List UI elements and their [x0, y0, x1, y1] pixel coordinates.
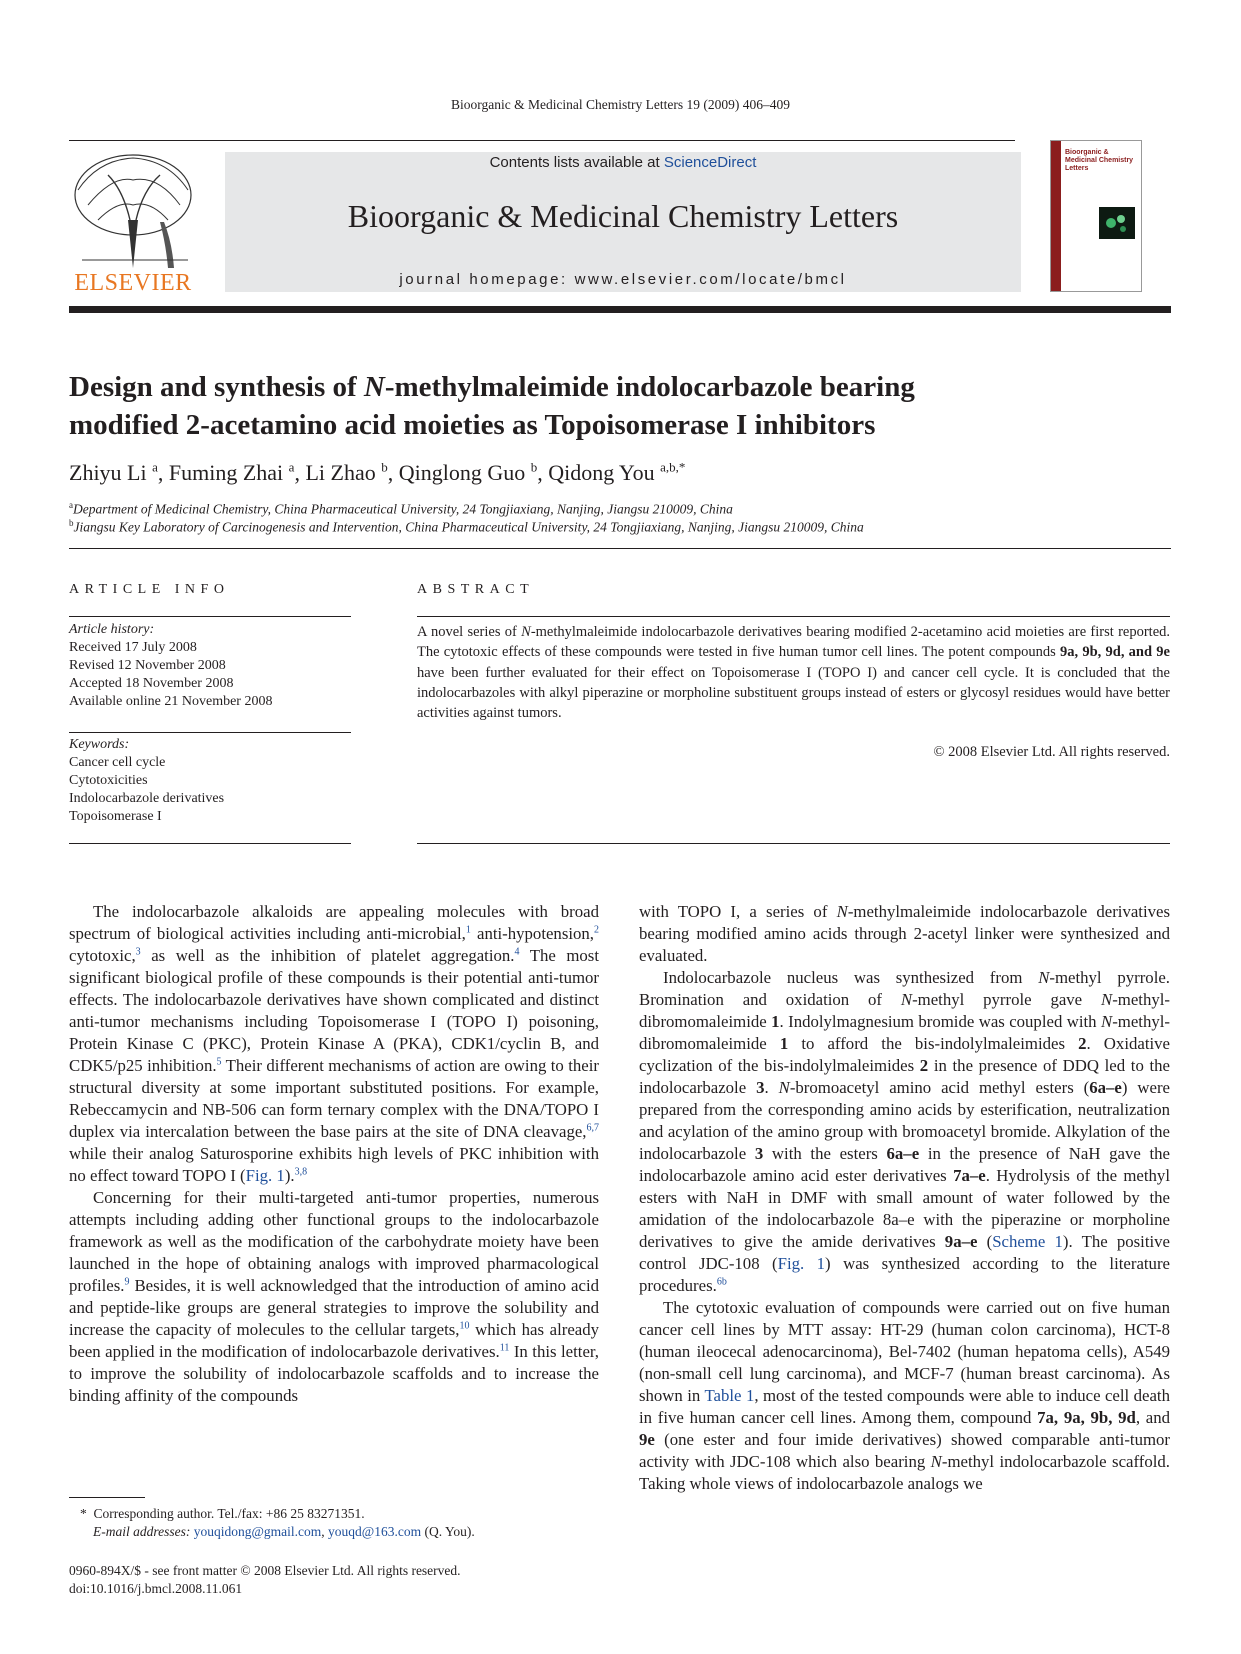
- author-name: Qidong You: [548, 460, 655, 486]
- author-affil-mark: b: [530, 460, 538, 475]
- paper-title: [69, 368, 1169, 444]
- compound-label: 1: [771, 1012, 780, 1031]
- compound-label: 2: [1078, 1034, 1087, 1053]
- history-accepted: Accepted 18 November 2008: [69, 676, 234, 691]
- author-name: Qinglong Guo: [398, 460, 526, 486]
- footnote-rule: [69, 1497, 145, 1498]
- header-thick-rule: [69, 306, 1171, 313]
- body-right-column: [639, 901, 1170, 1495]
- email-suffix: (Q. You).: [421, 1524, 475, 1539]
- corresponding-text: Corresponding author. Tel./fax: +86 25 83271351.: [93, 1506, 365, 1521]
- author-affil-mark: a: [288, 460, 295, 475]
- text-run: -methyl pyrrole gave: [912, 990, 1101, 1009]
- italic-run: N: [836, 902, 848, 921]
- author-name: Li Zhao: [305, 460, 376, 486]
- journal-cover-icon: [1050, 140, 1142, 292]
- abstract-part: -methylmaleimide indolocarbazole derivatives bearing modified 2-acetamino acid moieties are first reported. The cytotoxic effects of these compounds were tested in five human tumor cell lines. The potent compounds: [417, 624, 1171, 661]
- compound-label: 3: [756, 1078, 765, 1097]
- article-info-rule: [69, 616, 351, 617]
- affiliation-b: [69, 518, 1169, 536]
- title-line-1: [69, 368, 1169, 406]
- email-label: E-mail addresses:: [93, 1524, 191, 1539]
- citation-ref[interactable]: 10: [459, 1320, 470, 1332]
- abstract-rule: [417, 616, 1170, 617]
- text-run: (: [977, 1232, 993, 1251]
- text-run: -methylmaleimide indolocarbazole derivatives bearing modified amino acids through 2-acetyl linker were synthesized and evaluated.: [639, 902, 1170, 965]
- text-run: -methyl indolocarbazole scaffold. Taking whole views of indolocarbazole analogs we: [639, 1452, 1170, 1493]
- abstract-compounds: 9a, 9b, 9d, and 9e: [1059, 644, 1170, 661]
- text-run: Concerning for their multi-targeted anti-tumor properties, numerous attempts including adding other functional groups to the indolocarbazole framework as well as the modification of the carbohydrate moiety have been launched in the hope of obtaining analogs with improved pharmacological profiles.: [69, 1188, 599, 1295]
- text-run: which has already been applied in the modification of indolocarbazole derivatives.: [69, 1320, 599, 1361]
- author[interactable]: [548, 460, 685, 485]
- cover-title: Bioorganic & Medicinal Chemistry Letters: [1065, 149, 1134, 172]
- italic-run: N: [1101, 1012, 1113, 1031]
- keywords: [69, 736, 351, 826]
- citation-ref[interactable]: 6,7: [586, 1122, 599, 1134]
- text-run: ).: [284, 1166, 295, 1185]
- text-run: as well as the inhibition of platelet aggregation.: [140, 946, 515, 965]
- text-run: -bromoacetyl amino acid methyl esters (: [789, 1078, 1090, 1097]
- text-run: Indolocarbazole nucleus was synthesized from: [663, 968, 1039, 987]
- compound-label: 7a, 9a, 9b, 9d: [1037, 1408, 1136, 1427]
- text-run: In this letter, to improve the solubility of indolocarbazole scaffolds and to increase the binding affinity of the compounds: [69, 1342, 600, 1405]
- author-name: Zhiyu Li: [69, 460, 147, 486]
- text-run: while their analog Saturosporine exhibits high levels of PKC inhibition with no effect toward TOPO I (: [69, 1144, 599, 1185]
- author[interactable]: [169, 460, 295, 485]
- abstract-italic: N: [521, 624, 531, 640]
- body-left-column: [69, 901, 599, 1407]
- header-rule: [69, 140, 1015, 141]
- text-run: The indolocarbazole alkaloids are appealing molecules with broad spectrum of biological activities including anti-microbial,: [69, 902, 599, 943]
- author[interactable]: [69, 460, 158, 485]
- text-run: The most significant biological profile of these compounds is their potential anti-tumor effects. The indolocarbazole derivatives have shown complicated and distinct anti-tumor mechanisms including Topoisomerase I (TOPO I) poisoning, Protein Kinase C (PKC), Protein Kinase A (PKA), CDK1/cyclin B, and CDK5/p25 inhibition.: [69, 946, 599, 1075]
- keyword: Cytotoxicities: [69, 773, 148, 788]
- text-run: .: [764, 1078, 779, 1097]
- italic-run: N: [1038, 968, 1050, 987]
- text-run: -methyl-dibromomaleimide: [639, 1012, 1170, 1053]
- history-online: Available online 21 November 2008: [69, 694, 273, 709]
- citation-ref[interactable]: 11: [499, 1342, 510, 1354]
- abstract-bottom-rule: [417, 843, 1170, 844]
- history-received: Received 17 July 2008: [69, 640, 197, 655]
- text-run: Besides, it is well acknowledged that the introduction of amino acid and peptide-like groups are general strategies to improve the solubility and increase the capacity of molecules to the cellular targets,: [69, 1276, 599, 1339]
- author-name: Fuming Zhai: [168, 460, 284, 486]
- email-link[interactable]: youqd@163.com: [328, 1524, 422, 1539]
- front-matter: [69, 1562, 629, 1598]
- email-line: [80, 1523, 600, 1541]
- figure-ref-link[interactable]: Fig. 1: [245, 1166, 285, 1185]
- compound-label: 9e: [639, 1430, 655, 1449]
- paragraph: [69, 1187, 599, 1407]
- sciencedirect-link[interactable]: ScienceDirect: [663, 154, 757, 171]
- cover-image: [1099, 207, 1135, 239]
- contents-prefix: Contents lists available at: [489, 154, 664, 171]
- paragraph: [639, 967, 1170, 1297]
- affil-text: Jiangsu Key Laboratory of Carcinogenesis and Intervention, China Pharmaceutical University, 24 Tongjiaxiang, Nanjing, Jiangsu 210009, China: [73, 519, 864, 535]
- compound-label: 9a–e: [944, 1232, 978, 1251]
- keyword: Cancer cell cycle: [69, 755, 166, 770]
- text-run: cytotoxic,: [69, 946, 136, 965]
- affil-rule: [69, 548, 1171, 549]
- elsevier-tree-icon: [68, 150, 198, 290]
- history-revised: Revised 12 November 2008: [69, 658, 226, 673]
- figure-ref-link[interactable]: Fig. 1: [777, 1254, 826, 1273]
- corresponding-author: [80, 1505, 600, 1523]
- text-run: . Indolylmagnesium bromide was coupled with: [779, 1012, 1101, 1031]
- citation-ref[interactable]: 4: [514, 946, 520, 958]
- text-run: anti-hypotension,: [470, 924, 594, 943]
- keyword: Topoisomerase I: [69, 809, 162, 824]
- running-head: Bioorganic & Medicinal Chemistry Letters 19 (2009) 406–409: [450, 97, 791, 112]
- footnote-star: *: [80, 1506, 87, 1521]
- italic-run: N: [900, 990, 913, 1009]
- affiliation-a: [69, 500, 1169, 518]
- title-part-italic: N: [363, 371, 385, 403]
- compound-label: 6a–e: [1089, 1078, 1122, 1097]
- title-part: -methylmaleimide indolocarbazole bearing: [384, 371, 915, 403]
- keywords-label: Keywords:: [69, 737, 130, 752]
- author[interactable]: [399, 460, 538, 485]
- cover-spine: [1051, 141, 1061, 291]
- title-line-2: modified 2-acetamino acid moieties as Topoisomerase I inhibitors: [69, 409, 876, 441]
- footnote: [80, 1505, 600, 1541]
- citation-ref[interactable]: 5: [216, 1056, 222, 1068]
- text-run: . Hydrolysis of the methyl esters with NaH in DMF with small amount of water followed by the amidation of the indolocarbazole 8a–e with the piperazine or morpholine derivatives to give the amide derivatives: [639, 1166, 1170, 1251]
- abstract-part: A novel series of: [417, 624, 522, 640]
- compound-label: 7a–e: [953, 1166, 986, 1185]
- text-run: The cytotoxic evaluation of compounds were carried out on five human cancer cell lines by MTT assay: HT-29 (human colon carcinoma), HCT-8 (human ileocecal adenocarcinoma), Bel-7402 (human hepatoma cells), A549 (non-small cell lung carcinoma), and MCF-7 (human breast carcinoma). As shown in: [639, 1298, 1170, 1405]
- affil-mark: b: [69, 518, 74, 528]
- compound-label: 2: [919, 1056, 929, 1075]
- citation-ref[interactable]: 2: [594, 924, 599, 936]
- author-affil-mark: a: [152, 460, 158, 475]
- abstract-text: [417, 622, 1170, 723]
- title-part: Design and synthesis of: [69, 371, 364, 403]
- text-run: , and: [1135, 1408, 1170, 1427]
- text-run: ) were prepared from the corresponding amino acids by esterification, neutralization and acylation of the amino group with bromoacetyl bromide. Alkylation of the indolocarbazole: [639, 1078, 1170, 1163]
- figure-ref-link[interactable]: Scheme 1: [992, 1232, 1063, 1251]
- text-run: -methyl-dibromomaleimide: [639, 990, 1170, 1031]
- journal-homepage[interactable]: journal homepage: www.elsevier.com/locate/bmcl: [399, 271, 847, 288]
- history-label: Article history:: [69, 622, 155, 637]
- abstract-part: have been further evaluated for their effect on Topoisomerase I (TOPO I) and cancer cell cycle. It is concluded that the indolocarbazoles with alkyl piperazine or morpholine substituent groups instead of esters or glycosyl residues would have better activities against tumors.: [417, 664, 1170, 722]
- text-run: to afford the bis-indolylmaleimides: [788, 1034, 1079, 1053]
- citation-ref[interactable]: 3: [135, 946, 141, 958]
- text-run: ) was synthesized according to the literature procedures.: [639, 1254, 1170, 1295]
- abstract-heading: ABSTRACT: [417, 582, 535, 597]
- figure-ref-link[interactable]: Table 1: [704, 1386, 755, 1405]
- compound-label: 3: [754, 1144, 764, 1163]
- paragraph: [69, 901, 599, 1187]
- author-affil-mark: a,b,*: [660, 460, 686, 475]
- journal-name: Bioorganic & Medicinal Chemistry Letters: [347, 198, 899, 234]
- compound-label: 1: [779, 1034, 789, 1053]
- text-run: . Oxidative cyclization of the bis-indolylmaleimides: [639, 1034, 1170, 1075]
- keywords-rule: [69, 732, 351, 733]
- italic-run: N: [778, 1078, 790, 1097]
- text-run: with the esters: [763, 1144, 887, 1163]
- text-run: Their different mechanisms of action are owing to their structural diversity at some important substituted positions. For example, Rebeccamycin and NB-506 can form ternary complex with the DNA/TOPO I duplex via intercalation between the base pairs at the site of DNA cleavage,: [69, 1056, 599, 1141]
- text-run: (one ester and four imide derivatives) showed comparable anti-tumor activity with JDC-108 which also bearing: [639, 1430, 1170, 1471]
- contents-line: [225, 154, 1021, 171]
- text-run: ). The positive control JDC-108 (: [639, 1232, 1170, 1273]
- author-affil-mark: b: [381, 460, 388, 475]
- email-link[interactable]: youqidong@gmail.com: [193, 1524, 322, 1539]
- article-history: [69, 621, 351, 711]
- text-run: -methyl pyrrole. Bromination and oxidation of: [639, 968, 1171, 1009]
- italic-run: N: [930, 1452, 942, 1471]
- paragraph: [639, 901, 1170, 967]
- citation-ref[interactable]: 9: [124, 1276, 130, 1288]
- abstract-copyright: © 2008 Elsevier Ltd. All rights reserved.: [933, 744, 1170, 760]
- author-list: Zhiyu Li $^a$, Fuming Zhai $^a$, Li Zhao $^b$, Qinglong Guo $^b$, Qidong You $^{a,b,*}$: [69, 460, 686, 486]
- text-run: with TOPO I, a series of: [639, 902, 837, 921]
- affil-mark: a: [69, 500, 73, 510]
- italic-run: N: [1101, 990, 1113, 1009]
- keyword: Indolocarbazole derivatives: [69, 791, 225, 806]
- text-run: , most of the tested compounds were able to induce cell death in five human cancer cell lines. Among them, compound: [639, 1386, 1170, 1427]
- citation-ref[interactable]: 3,8: [294, 1166, 308, 1178]
- doi-line[interactable]: doi:10.1016/j.bmcl.2008.11.061: [69, 1581, 243, 1596]
- article-info-heading: ARTICLE INFO: [69, 582, 230, 597]
- issn-line: 0960-894X/$ - see front matter © 2008 Elsevier Ltd. All rights reserved.: [69, 1563, 461, 1578]
- affil-text: Department of Medicinal Chemistry, China Pharmaceutical University, 24 Tongjiaxiang, Nanjing, Jiangsu 210009, China: [73, 501, 733, 517]
- paragraph: [639, 1297, 1170, 1495]
- author[interactable]: [305, 460, 387, 485]
- citation-ref[interactable]: 6b: [716, 1276, 727, 1288]
- citation-ref[interactable]: 1: [465, 924, 471, 936]
- text-run: in the presence of DDQ led to the indolocarbazole: [639, 1056, 1170, 1097]
- compound-label: 6a–e: [886, 1144, 920, 1163]
- info-bottom-rule: [69, 843, 351, 844]
- email-sep: ,: [321, 1524, 329, 1539]
- text-run: in the presence of NaH gave the indolocarbazole amino acid ester derivatives: [639, 1144, 1170, 1185]
- publisher-name: ELSEVIER: [74, 270, 192, 296]
